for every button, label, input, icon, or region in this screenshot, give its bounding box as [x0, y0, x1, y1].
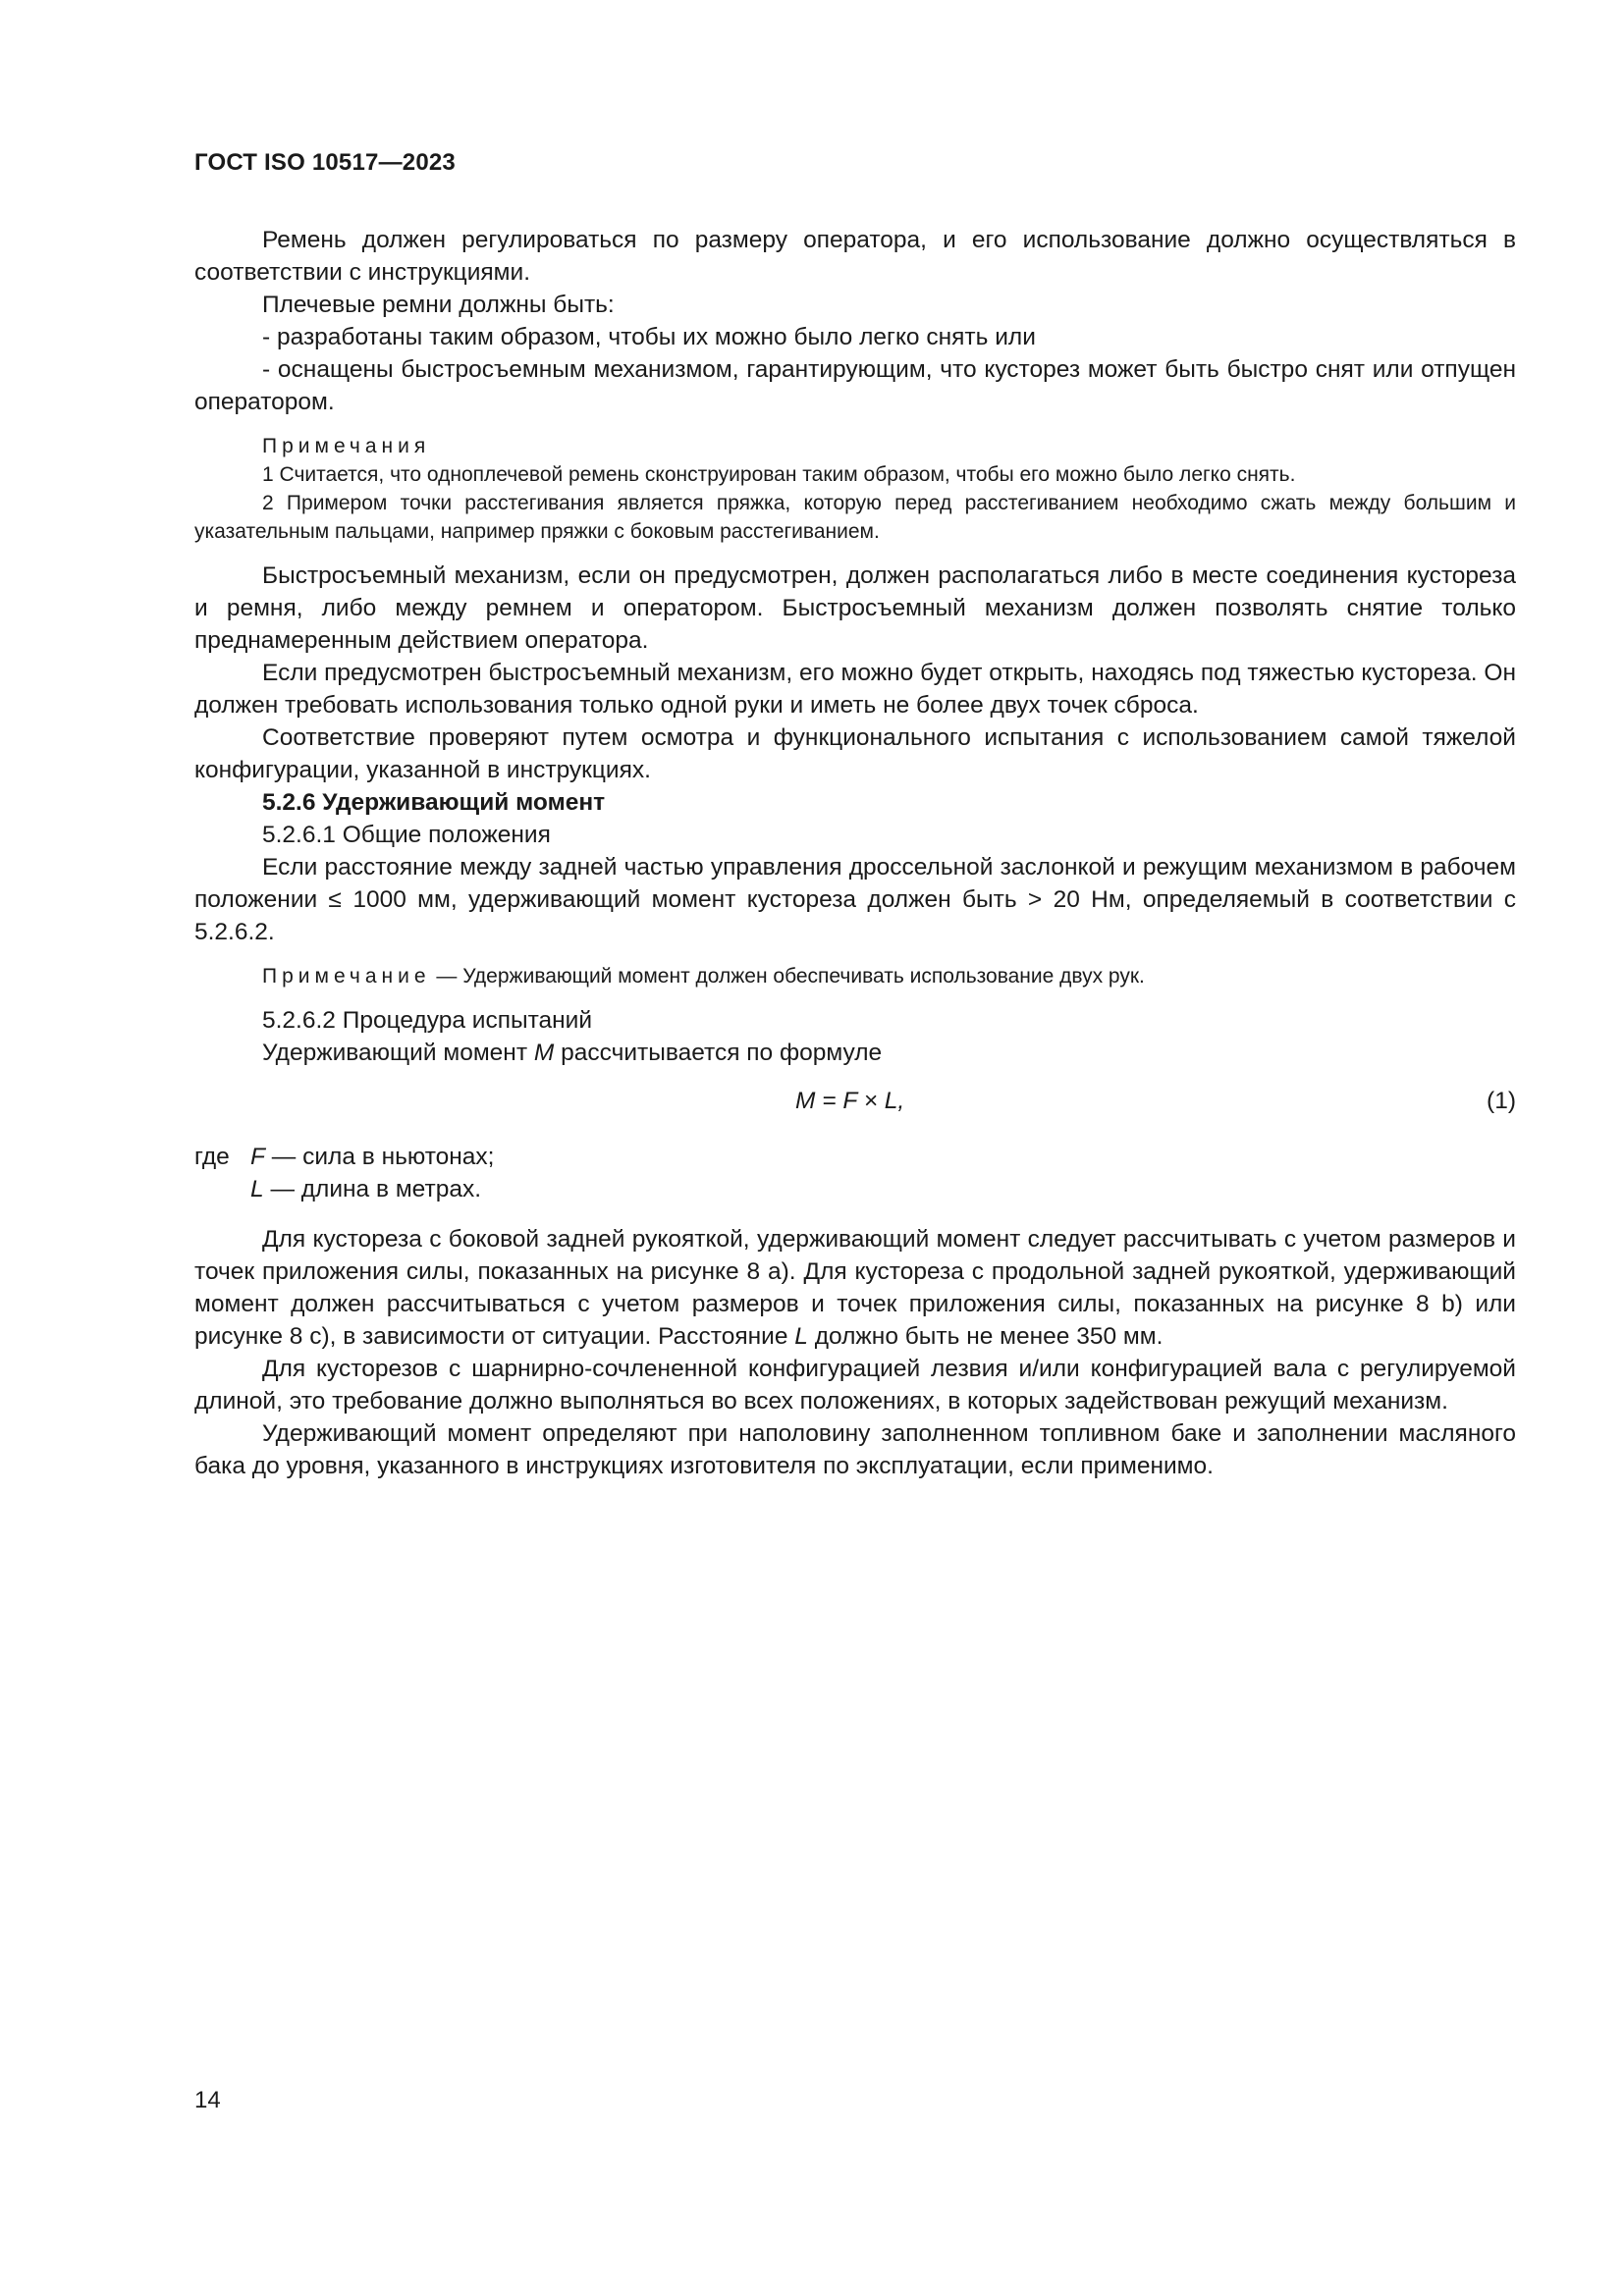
- note-item: [194, 962, 1516, 990]
- section-heading: 5.2.6 Удерживающий момент: [262, 789, 606, 816]
- page-number: 14: [194, 2087, 221, 2113]
- definition-text: — сила в ньютонах;: [264, 1144, 495, 1170]
- where-label: где: [194, 1144, 230, 1170]
- note-label: Примечание: [262, 965, 431, 988]
- paragraph: Быстросъемный механизм, если он предусмотрен, должен располагаться либо в месте соединения кустореза и ремня, либо между ремнем и оператором. Быстросъемный механизм должен позволять снятие только преднамеренным действием оператора.: [194, 562, 1516, 654]
- list-item: - разработаны таким образом, чтобы их можно было легко снять или: [262, 324, 1036, 350]
- variable: F: [250, 1144, 265, 1170]
- document-header: ГОСТ ISO 10517—2023: [194, 149, 456, 176]
- notes-block: [194, 432, 1516, 546]
- text-run: Удерживающий момент: [262, 1040, 534, 1066]
- notes-title: Примечания: [262, 435, 431, 457]
- note-item: 2 Примером точки расстегивания является пряжка, которую перед расстегиванием необходимо сжать между большим и указательным пальцами, например пряжки с боковым расстегиванием.: [194, 492, 1516, 543]
- paragraph: Если расстояние между задней частью управления дроссельной заслонкой и режущим механизмом в рабочем положении ≤ 1000 мм, удерживающий момент кустореза должен быть > 20 Нм, определяемый в соответствии с 5.2.6.2.: [194, 854, 1516, 945]
- formula: M = F × L,: [795, 1088, 905, 1114]
- text-run: рассчитывается по формуле: [554, 1040, 883, 1066]
- variable: L: [794, 1323, 808, 1350]
- paragraph: Удерживающий момент определяют при наполовину заполненном топливном баке и заполнении масляного бака до уровня, указанного в инструкциях изготовителя по эксплуатации, если применимо.: [194, 1420, 1516, 1479]
- definition-text: — длина в метрах.: [263, 1176, 482, 1202]
- where-definition: [194, 1173, 1516, 1205]
- note-text: — Удерживающий момент должен обеспечивать использование двух рук.: [430, 965, 1145, 988]
- note-item: 1 Считается, что одноплечевой ремень сконструирован таким образом, чтобы его можно было легко снять.: [262, 463, 1296, 486]
- subsection-heading: 5.2.6.1 Общие положения: [262, 822, 551, 848]
- text-run: должно быть не менее 350 мм.: [807, 1323, 1164, 1350]
- text-run: Для кустореза с боковой задней рукояткой, удерживающий момент следует рассчитывать с учетом размеров и точек приложения силы, показанных на рисунке 8 а). Для кустореза с продольной задней рукояткой, удерживающий момент должен рассчитываться с учетом размеров и точек приложения силы, показанных на рисунке 8 b) или рисунке 8 c), в зависимости от ситуации. Расстояние: [194, 1226, 1516, 1350]
- paragraph: Ремень должен регулироваться по размеру оператора, и его использование должно осуществляться в соответствии с инструкциями.: [194, 227, 1516, 286]
- formula-number: (1): [1487, 1088, 1516, 1114]
- paragraph: Соответствие проверяют путем осмотра и функционального испытания с использованием самой тяжелой конфигурации, указанной в инструкциях.: [194, 724, 1516, 783]
- variable: L: [250, 1176, 264, 1202]
- variable: M: [533, 1040, 555, 1066]
- document-body: [194, 224, 1516, 1482]
- list-item: - оснащены быстросъемным механизмом, гарантирующим, что кусторез может быть быстро снят или отпущен оператором.: [194, 356, 1516, 415]
- note-block: [194, 962, 1516, 990]
- paragraph: Если предусмотрен быстросъемный механизм, его можно будет открыть, находясь под тяжестью кустореза. Он должен требовать использования только одной руки и иметь не более двух точек сброса.: [194, 660, 1516, 719]
- paragraph: Для кусторезов с шарнирно-сочлененной конфигурацией лезвия и/или конфигурацией вала с регулируемой длиной, это требование должно выполняться во всех положениях, в которых задействован режущий механизм.: [194, 1356, 1516, 1415]
- paragraph: [194, 1037, 1516, 1069]
- paragraph: [194, 1223, 1516, 1353]
- formula-row: [194, 1085, 1516, 1117]
- subsection-heading: 5.2.6.2 Процедура испытаний: [262, 1007, 593, 1034]
- paragraph: Плечевые ремни должны быть:: [262, 292, 615, 318]
- where-definition: [194, 1141, 1516, 1173]
